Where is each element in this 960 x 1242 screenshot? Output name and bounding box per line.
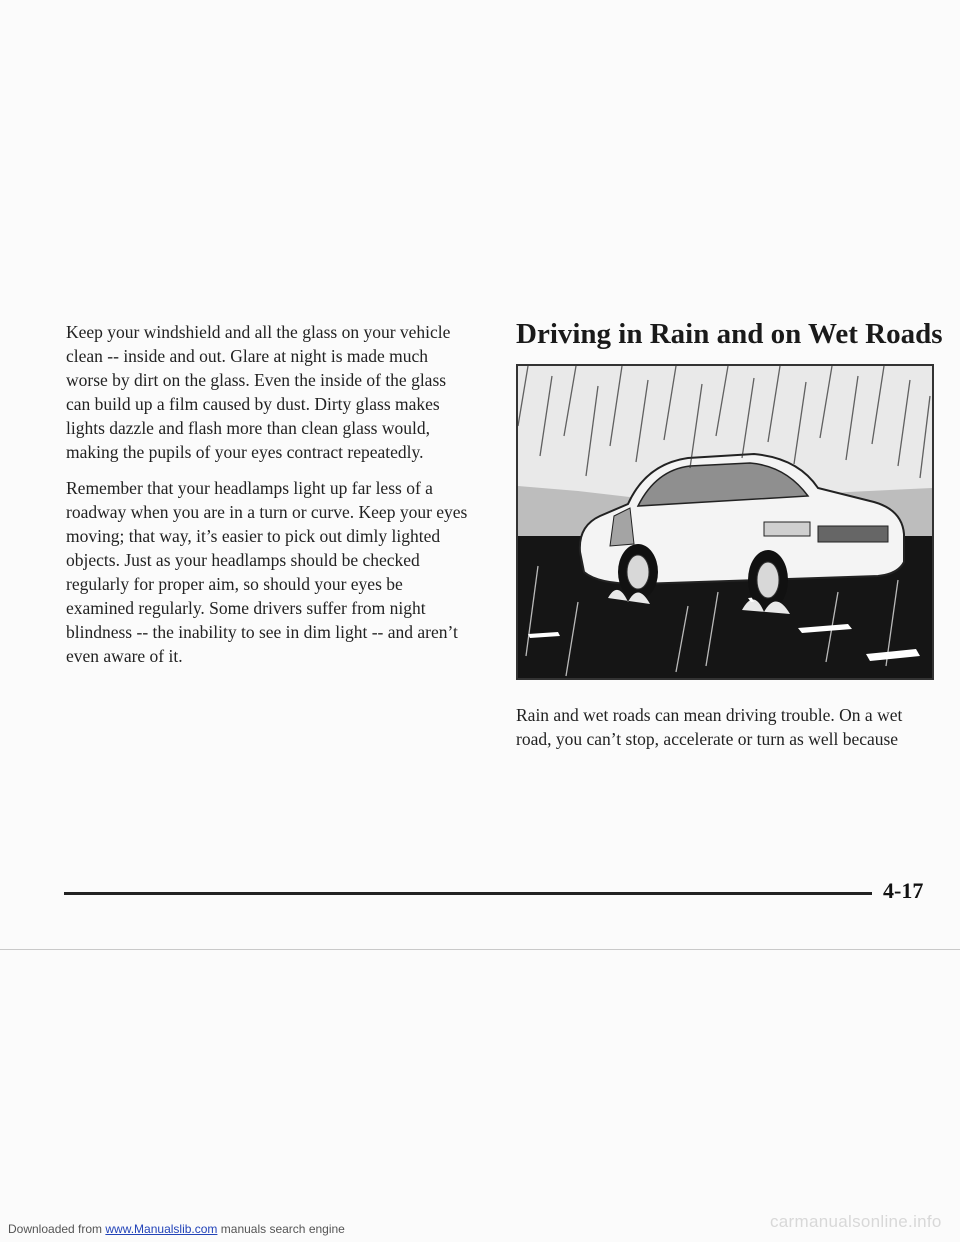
footer-prefix: Downloaded from xyxy=(8,1222,106,1236)
page-number: 4-17 xyxy=(883,878,924,903)
section-heading: Driving in Rain and on Wet Roads xyxy=(516,318,943,350)
car-in-rain-image xyxy=(518,366,932,678)
rain-car-illustration xyxy=(516,364,934,680)
paragraph-windshield: Keep your windshield and all the glass on your vehicle clean -- inside and out. Glare at night is made much worse by dirt on the glass. Even the inside of the glass can build up a film caused by dust. Dirty glass makes lights dazzle and flash more than clean glass would, making the pupils of your eyes contract repeatedly. xyxy=(66,322,451,462)
download-footer xyxy=(8,1222,345,1236)
page-rule xyxy=(64,892,872,895)
left-column xyxy=(66,320,471,680)
paragraph-headlamps: Remember that your headlamps light up far less of a roadway when you are in a turn or curve. Keep your eyes moving; that way, it’s easier to pick out dimly lighted objects. Just as your headlamps should be checked regularly for proper aim, so should your eyes be examined regularly. Some drivers suffer from night blindness -- the inability to see in dim light -- and aren’t even aware of it. xyxy=(66,478,468,666)
right-column xyxy=(516,703,936,751)
footer-suffix: manuals search engine xyxy=(217,1222,345,1236)
scan-edge-line xyxy=(0,949,960,950)
watermark-text: carmanualsonline.info xyxy=(770,1212,942,1231)
paragraph-rain-wet-roads: Rain and wet roads can mean driving trouble. On a wet road, you can’t stop, accelerate or turn as well because xyxy=(516,705,903,749)
manualslib-link[interactable]: www.Manualslib.com xyxy=(105,1222,218,1236)
